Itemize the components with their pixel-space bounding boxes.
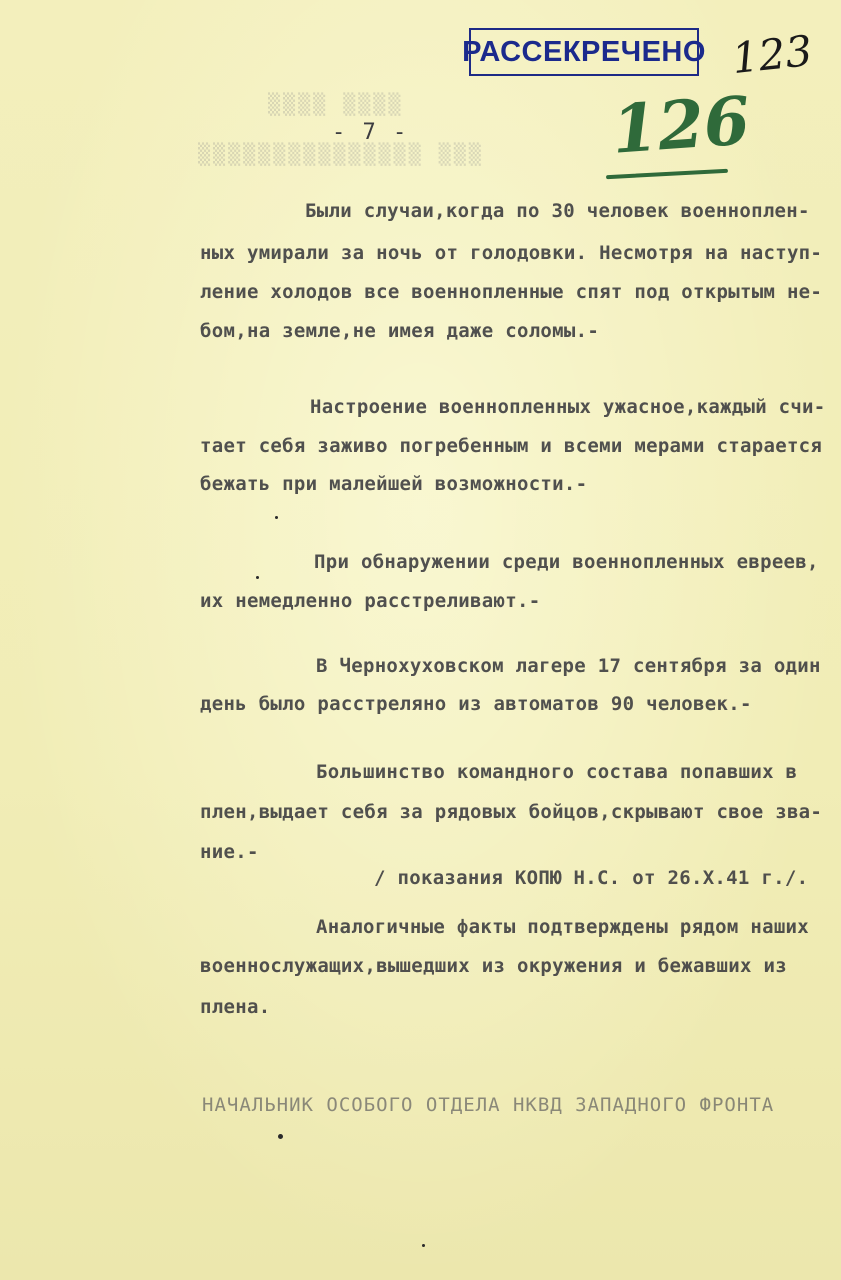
- text-line: день было расстреляно из автоматов 90 человек.-: [200, 693, 752, 715]
- text-line: тает себя заживо погребенным и всеми мерами старается: [200, 435, 823, 457]
- text-line: плен,выдает себя за рядовых бойцов,скрывают свое зва-: [200, 801, 823, 823]
- text-line: Аналогичные факты подтверждены рядом наших: [316, 916, 810, 938]
- ink-speck: [422, 1244, 425, 1247]
- page-number: - 7 -: [332, 120, 409, 145]
- text-line: ление холодов все военнопленные спят под открытым не-: [200, 281, 823, 303]
- text-line: плена.: [200, 996, 271, 1018]
- text-line: При обнаружении среди военнопленных евреев,: [314, 551, 819, 573]
- text-line: В Чернохуховском лагере 17 сентября за один: [316, 655, 821, 677]
- source-citation: / показания КОПЮ Н.С. от 26.X.41 г./.: [374, 867, 809, 889]
- text-line: бежать при малейшей возможности.-: [200, 473, 588, 495]
- text-line: Большинство командного состава попавших в: [316, 761, 798, 783]
- text-line: ных умирали за ночь от голодовки. Несмотря на наступ-: [200, 242, 823, 264]
- bleed-through-text: ▒▒▒▒ ▒▒▒▒: [268, 92, 404, 116]
- text-line: бом,на земле,не имея даже соломы.-: [200, 320, 600, 342]
- green-underline: [606, 169, 728, 179]
- ink-speck: [256, 576, 259, 579]
- handwritten-page-number-green: 126: [609, 81, 753, 169]
- ink-speck: [275, 516, 278, 519]
- text-line: их немедленно расстреливают.-: [200, 590, 541, 612]
- bleed-through-text: ▒▒▒▒▒▒▒▒▒▒▒▒▒▒▒ ▒▒▒: [198, 142, 484, 166]
- signature-line: НАЧАЛЬНИК ОСОБОГО ОТДЕЛА НКВД ЗАПАДНОГО ФРОНТА: [202, 1094, 775, 1116]
- ink-speck: [278, 1134, 283, 1139]
- text-line: Были случаи,когда по 30 человек военноплен-: [305, 200, 810, 222]
- text-line: ние.-: [200, 841, 259, 863]
- handwritten-page-number-black: 123: [729, 25, 815, 84]
- text-line: Настроение военнопленных ужасное,каждый счи-: [310, 396, 826, 418]
- text-line: военнослужащих,вышедших из окружения и бежавших из: [200, 955, 787, 977]
- declassified-stamp: РАССЕКРЕЧЕНО: [469, 28, 699, 76]
